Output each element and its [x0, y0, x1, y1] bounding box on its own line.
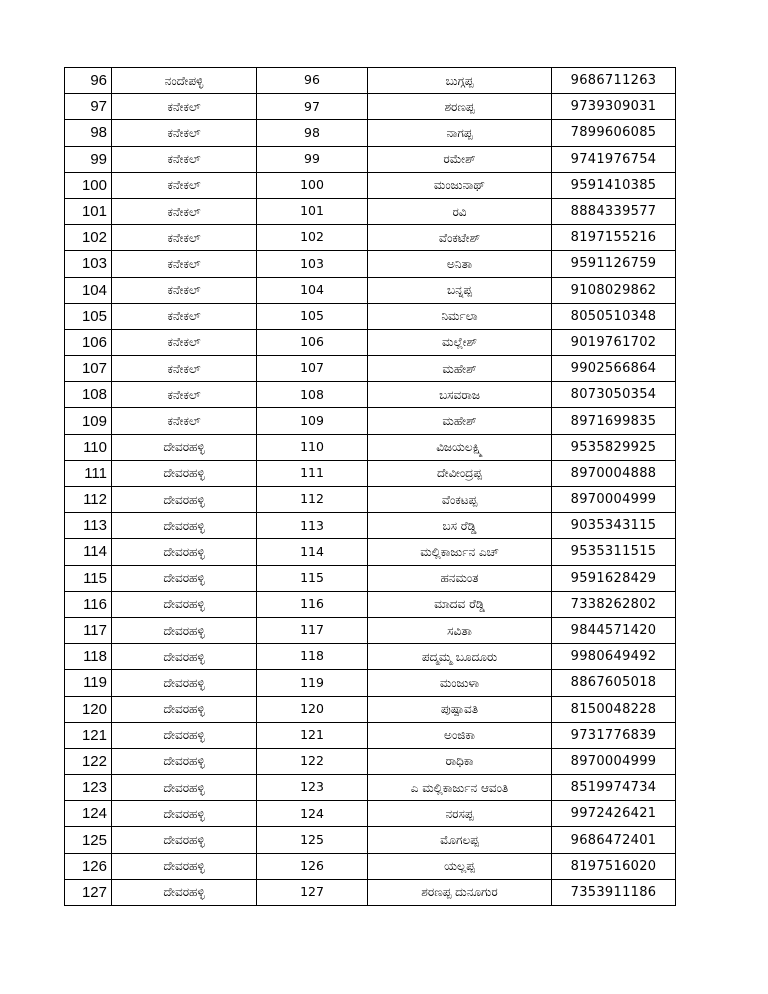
id-number-cell: 99 [257, 146, 368, 172]
phone-number-cell: 9980649492 [552, 644, 676, 670]
name-cell: ವಿಜಯಲಕ್ಷ್ಮಿ [368, 434, 552, 460]
phone-number-cell: 7899606085 [552, 120, 676, 146]
name-cell: ಪದ್ಮಮ್ಮ ಬೂದೂರು [368, 644, 552, 670]
phone-number-cell: 9591126759 [552, 251, 676, 277]
table-row [65, 879, 676, 905]
village-cell: ದೇವರಹಳ್ಳಿ [112, 722, 257, 748]
serial-number-cell: 112 [65, 487, 112, 513]
phone-number-cell: 8970004999 [552, 748, 676, 774]
village-cell: ದೇವರಹಳ್ಳಿ [112, 513, 257, 539]
village-cell: ಕನೇಕಲ್ [112, 146, 257, 172]
serial-number-cell: 98 [65, 120, 112, 146]
serial-number-cell: 119 [65, 670, 112, 696]
name-cell: ರವಿ [368, 198, 552, 224]
table-row [65, 591, 676, 617]
serial-number-cell: 103 [65, 251, 112, 277]
table-row [65, 225, 676, 251]
name-cell: ಅಂಜಿಕಾ [368, 722, 552, 748]
village-cell: ದೇವರಹಳ್ಳಿ [112, 853, 257, 879]
id-number-cell: 126 [257, 853, 368, 879]
name-cell: ಮಲ್ಲಿಕಾರ್ಜುನ ಎಚ್ [368, 539, 552, 565]
phone-number-cell: 9741976754 [552, 146, 676, 172]
serial-number-cell: 107 [65, 356, 112, 382]
serial-number-cell: 121 [65, 722, 112, 748]
serial-number-cell: 104 [65, 277, 112, 303]
table-row [65, 434, 676, 460]
table-body [65, 68, 676, 906]
name-cell: ನಾಗಪ್ಪ [368, 120, 552, 146]
table-row [65, 644, 676, 670]
phone-number-cell: 9731776839 [552, 722, 676, 748]
id-number-cell: 115 [257, 565, 368, 591]
table-row [65, 68, 676, 94]
name-cell: ಶರಣಪ್ಪ [368, 94, 552, 120]
village-cell: ದೇವರಹಳ್ಳಿ [112, 487, 257, 513]
id-number-cell: 100 [257, 172, 368, 198]
village-cell: ಕನೇಕಲ್ [112, 356, 257, 382]
serial-number-cell: 123 [65, 775, 112, 801]
phone-number-cell: 9591628429 [552, 565, 676, 591]
table-row [65, 120, 676, 146]
name-cell: ರಮೇಶ್ [368, 146, 552, 172]
name-cell: ಅನಿತಾ [368, 251, 552, 277]
id-number-cell: 114 [257, 539, 368, 565]
serial-number-cell: 118 [65, 644, 112, 670]
village-cell: ಕನೇಕಲ್ [112, 329, 257, 355]
id-number-cell: 125 [257, 827, 368, 853]
phone-number-cell: 9591410385 [552, 172, 676, 198]
phone-number-cell: 8867605018 [552, 670, 676, 696]
table-row [65, 827, 676, 853]
village-cell: ದೇವರಹಳ್ಳಿ [112, 670, 257, 696]
id-number-cell: 123 [257, 775, 368, 801]
phone-number-cell: 8050510348 [552, 303, 676, 329]
id-number-cell: 98 [257, 120, 368, 146]
phone-number-cell: 9035343115 [552, 513, 676, 539]
name-cell: ಮಹೇಶ್ [368, 356, 552, 382]
serial-number-cell: 127 [65, 879, 112, 905]
name-cell: ಮೊಗಲಪ್ಪ [368, 827, 552, 853]
serial-number-cell: 96 [65, 68, 112, 94]
serial-number-cell: 100 [65, 172, 112, 198]
village-cell: ನಂದೇಪಳ್ಳಿ [112, 68, 257, 94]
id-number-cell: 103 [257, 251, 368, 277]
phone-number-cell: 8970004888 [552, 460, 676, 486]
village-cell: ದೇವರಹಳ್ಳಿ [112, 775, 257, 801]
village-cell: ಕನೇಕಲ್ [112, 120, 257, 146]
name-cell: ನರಸಪ್ಪ [368, 801, 552, 827]
name-cell: ಮಲ್ಲೇಶ್ [368, 329, 552, 355]
serial-number-cell: 114 [65, 539, 112, 565]
village-cell: ದೇವರಹಳ್ಳಿ [112, 434, 257, 460]
serial-number-cell: 111 [65, 460, 112, 486]
id-number-cell: 102 [257, 225, 368, 251]
id-number-cell: 97 [257, 94, 368, 120]
phone-number-cell: 8150048228 [552, 696, 676, 722]
id-number-cell: 111 [257, 460, 368, 486]
id-number-cell: 124 [257, 801, 368, 827]
name-cell: ಬಸವರಾಜ [368, 382, 552, 408]
village-cell: ದೇವರಹಳ್ಳಿ [112, 801, 257, 827]
table-row [65, 329, 676, 355]
serial-number-cell: 99 [65, 146, 112, 172]
name-cell: ಮಹೇಶ್ [368, 408, 552, 434]
village-cell: ಕನೇಕಲ್ [112, 225, 257, 251]
phone-number-cell: 9844571420 [552, 617, 676, 643]
village-cell: ದೇವರಹಳ್ಳಿ [112, 591, 257, 617]
phone-number-cell: 9686472401 [552, 827, 676, 853]
name-cell: ಎ ಮಲ್ಲಿಕಾರ್ಜುನ ಆವಂತಿ [368, 775, 552, 801]
serial-number-cell: 115 [65, 565, 112, 591]
village-cell: ದೇವರಹಳ್ಳಿ [112, 644, 257, 670]
village-cell: ಕನೇಕಲ್ [112, 172, 257, 198]
table-row [65, 670, 676, 696]
table-row [65, 775, 676, 801]
id-number-cell: 127 [257, 879, 368, 905]
table-row [65, 460, 676, 486]
serial-number-cell: 101 [65, 198, 112, 224]
serial-number-cell: 116 [65, 591, 112, 617]
table-row [65, 565, 676, 591]
table-row [65, 172, 676, 198]
village-cell: ದೇವರಹಳ್ಳಿ [112, 617, 257, 643]
phone-number-cell: 7338262802 [552, 591, 676, 617]
phone-number-cell: 8970004999 [552, 487, 676, 513]
table-row [65, 198, 676, 224]
village-cell: ದೇವರಹಳ್ಳಿ [112, 565, 257, 591]
phone-number-cell: 8197155216 [552, 225, 676, 251]
id-number-cell: 112 [257, 487, 368, 513]
table-row [65, 303, 676, 329]
id-number-cell: 110 [257, 434, 368, 460]
phone-number-cell: 8197516020 [552, 853, 676, 879]
table-row [65, 487, 676, 513]
serial-number-cell: 108 [65, 382, 112, 408]
serial-number-cell: 126 [65, 853, 112, 879]
village-cell: ಕನೇಕಲ್ [112, 94, 257, 120]
table-row [65, 748, 676, 774]
table-row [65, 513, 676, 539]
id-number-cell: 119 [257, 670, 368, 696]
phone-number-cell: 9108029862 [552, 277, 676, 303]
id-number-cell: 106 [257, 329, 368, 355]
phone-number-cell: 7353911186 [552, 879, 676, 905]
phone-number-cell: 9686711263 [552, 68, 676, 94]
table-row [65, 539, 676, 565]
serial-number-cell: 113 [65, 513, 112, 539]
id-number-cell: 121 [257, 722, 368, 748]
table-row [65, 722, 676, 748]
village-cell: ಕನೇಕಲ್ [112, 408, 257, 434]
serial-number-cell: 106 [65, 329, 112, 355]
table-row [65, 696, 676, 722]
village-cell: ಕನೇಕಲ್ [112, 382, 257, 408]
name-cell: ನಿರ್ಮಲಾ [368, 303, 552, 329]
phone-number-cell: 9972426421 [552, 801, 676, 827]
phone-number-cell: 8971699835 [552, 408, 676, 434]
table-row [65, 801, 676, 827]
phone-number-cell: 9535829925 [552, 434, 676, 460]
phone-number-cell: 9535311515 [552, 539, 676, 565]
name-cell: ಬಸ ರೆಡ್ಡಿ [368, 513, 552, 539]
village-cell: ದೇವರಹಳ್ಳಿ [112, 539, 257, 565]
name-cell: ವೆಂಕಟಪ್ಪ [368, 487, 552, 513]
id-number-cell: 113 [257, 513, 368, 539]
serial-number-cell: 102 [65, 225, 112, 251]
table-row [65, 356, 676, 382]
serial-number-cell: 122 [65, 748, 112, 774]
phone-number-cell: 8519974734 [552, 775, 676, 801]
id-number-cell: 101 [257, 198, 368, 224]
serial-number-cell: 124 [65, 801, 112, 827]
name-cell: ಪುಷ್ಪಾವತಿ [368, 696, 552, 722]
village-cell: ಕನೇಕಲ್ [112, 251, 257, 277]
village-cell: ದೇವರಹಳ್ಳಿ [112, 748, 257, 774]
village-cell: ದೇವರಹಳ್ಳಿ [112, 827, 257, 853]
village-cell: ದೇವರಹಳ್ಳಿ [112, 879, 257, 905]
id-number-cell: 107 [257, 356, 368, 382]
table-row [65, 251, 676, 277]
village-cell: ದೇವರಹಳ್ಳಿ [112, 696, 257, 722]
name-cell: ಶರಣಪ್ಪ ದುನೂಗುರ [368, 879, 552, 905]
table-row [65, 853, 676, 879]
serial-number-cell: 97 [65, 94, 112, 120]
id-number-cell: 116 [257, 591, 368, 617]
id-number-cell: 117 [257, 617, 368, 643]
id-number-cell: 109 [257, 408, 368, 434]
serial-number-cell: 120 [65, 696, 112, 722]
table-row [65, 146, 676, 172]
phone-number-cell: 9739309031 [552, 94, 676, 120]
phone-number-cell: 9019761702 [552, 329, 676, 355]
phone-number-cell: 8073050354 [552, 382, 676, 408]
table-row [65, 277, 676, 303]
serial-number-cell: 125 [65, 827, 112, 853]
name-cell: ಮಂಜುನಾಥ್ [368, 172, 552, 198]
id-number-cell: 96 [257, 68, 368, 94]
name-cell: ವೆಂಕಟೇಶ್ [368, 225, 552, 251]
id-number-cell: 104 [257, 277, 368, 303]
table-row [65, 617, 676, 643]
name-cell: ಮಾದವ ರೆಡ್ಡಿ [368, 591, 552, 617]
village-cell: ಕನೇಕಲ್ [112, 277, 257, 303]
name-cell: ಮಂಜುಳಾ [368, 670, 552, 696]
name-cell: ದೇವೀಂದ್ರಪ್ಪ [368, 460, 552, 486]
serial-number-cell: 110 [65, 434, 112, 460]
serial-number-cell: 109 [65, 408, 112, 434]
id-number-cell: 120 [257, 696, 368, 722]
table-row [65, 408, 676, 434]
name-cell: ರಾಧಿಕಾ [368, 748, 552, 774]
serial-number-cell: 117 [65, 617, 112, 643]
name-cell: ಹನಮಂತ [368, 565, 552, 591]
id-number-cell: 105 [257, 303, 368, 329]
serial-number-cell: 105 [65, 303, 112, 329]
id-number-cell: 118 [257, 644, 368, 670]
village-cell: ಕನೇಕಲ್ [112, 303, 257, 329]
id-number-cell: 122 [257, 748, 368, 774]
name-cell: ಬನ್ನಪ್ಪ [368, 277, 552, 303]
table-row [65, 94, 676, 120]
table-row [65, 382, 676, 408]
name-cell: ಬುಗ್ಗಪ್ಪ [368, 68, 552, 94]
id-number-cell: 108 [257, 382, 368, 408]
village-cell: ದೇವರಹಳ್ಳಿ [112, 460, 257, 486]
beneficiary-table [64, 67, 676, 906]
name-cell: ಸವಿತಾ [368, 617, 552, 643]
phone-number-cell: 9902566864 [552, 356, 676, 382]
village-cell: ಕನೇಕಲ್ [112, 198, 257, 224]
phone-number-cell: 8884339577 [552, 198, 676, 224]
name-cell: ಯಲ್ಲಪ್ಪ [368, 853, 552, 879]
